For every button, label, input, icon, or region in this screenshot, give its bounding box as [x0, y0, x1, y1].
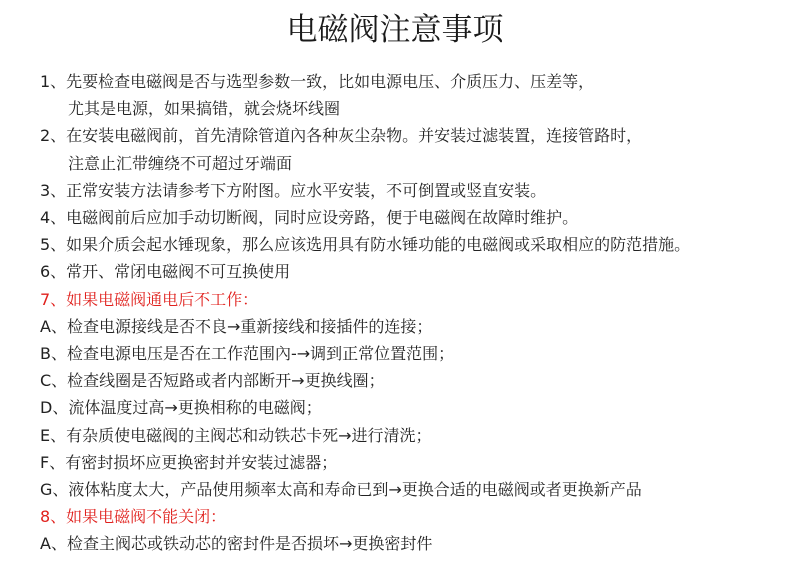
section-heading: 8、如果电磁阀不能关闭： — [40, 507, 227, 527]
list-item: 4、电磁阀前后应加手动切断阀，同时应设旁路，便于电磁阀在故障时维护。 — [40, 208, 579, 227]
list-item: 尤其是电源，如果搞错，就会烧坏线圈 — [68, 99, 341, 119]
list-item: 注意止汇带缠绕不可超过牙端面 — [68, 153, 293, 173]
list-item: G、液体粘度太大，产品使用频率太高和寿命已到→更换合适的电磁阀或者更换新产品 — [40, 480, 642, 499]
list-item: 5、如果介质会起水锤现象，那么应该选用具有防水锤功能的电磁阀或采取相应的防范措施。 — [40, 235, 691, 255]
list-item: 2、在安装电磁阀前，首先清除管道內各种灰尘杂物。并安装过滤装置，连接管路时， — [40, 126, 643, 146]
list-item: F、有密封损坏应更换密封并安装过滤器； — [40, 452, 338, 472]
list-item: B、检查电源电压是否在工作范围內-→调到正常位置范围； — [40, 344, 455, 363]
section-heading: 7、如果电磁阀通电后不工作： — [40, 289, 259, 309]
page-title: 电磁阀注意事项 — [286, 12, 504, 48]
list-item: D、流体温度过高→更换相称的电磁阀； — [40, 398, 322, 418]
list-item: E、有杂质使电磁阀的主阀芯和动铁芯卡死→进行清洗； — [40, 425, 432, 445]
list-item: A、检查主阀芯或铁动芯的密封件是否损坏→更换密封件 — [40, 534, 433, 554]
list-item: 6、常开、常闭电磁阀不可互换使用 — [40, 262, 291, 282]
list-item: C、检查线圈是否短路或者内部断开→更换线圈； — [40, 371, 385, 391]
list-item: 1、先要检查电磁阀是否与选型参数一致，比如电源电压、介质压力、压差等， — [40, 72, 595, 91]
list-item: 3、正常安装方法请参考下方附图。应水平安装，不可倒置或竖直安装。 — [40, 180, 547, 200]
list-item: A、检查电源接线是否不良→重新接线和接插件的连接； — [40, 316, 433, 336]
